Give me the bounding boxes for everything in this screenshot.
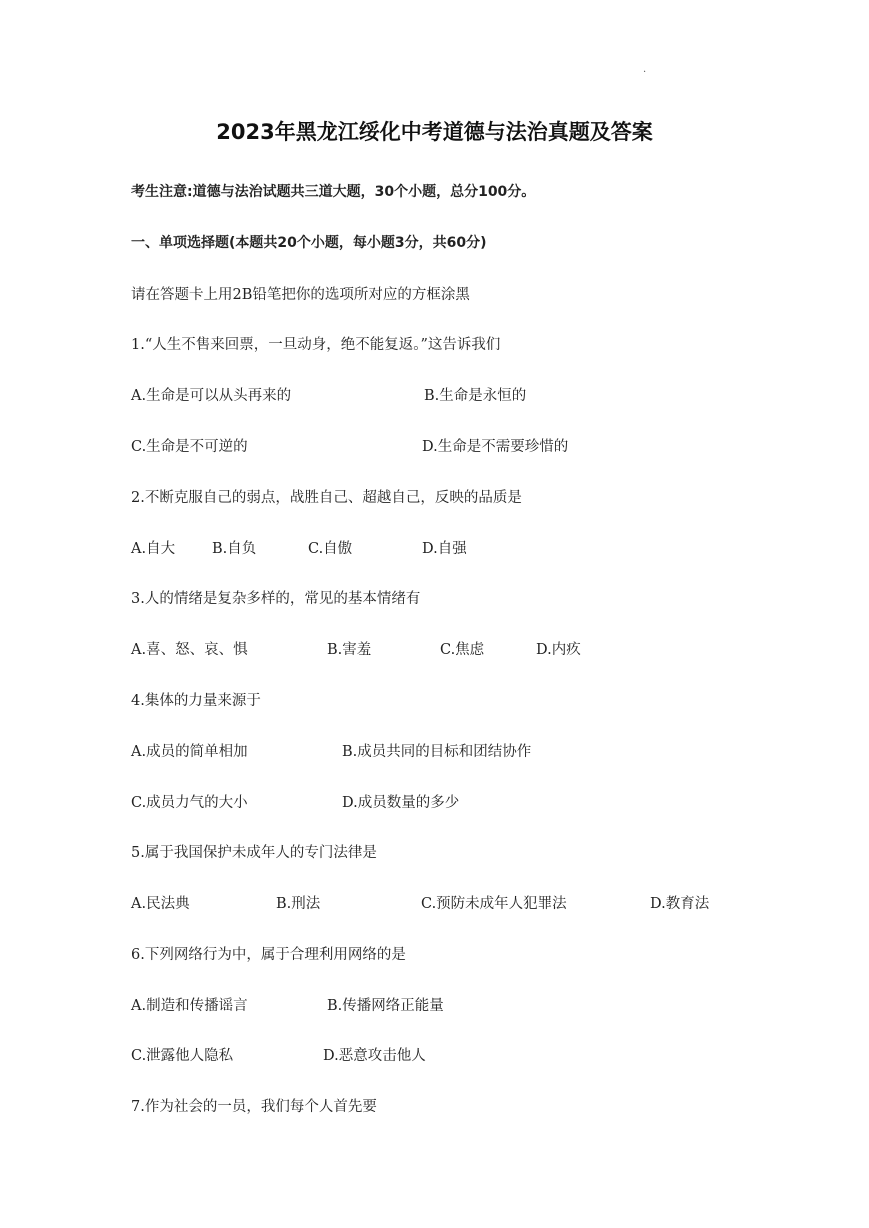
option-b: B.自负 [212,541,257,557]
question-stem: 4.集体的力量来源于 [131,693,261,709]
option-b: B.刑法 [276,896,321,912]
question-stem: 3.人的情绪是复杂多样的，常见的基本情绪有 [131,591,421,607]
header-dot: . [643,64,647,75]
option-c: C.泄露他人隐私 [131,1048,234,1064]
option-a: A.喜、怒、哀、惧 [131,642,248,658]
question-stem: 7.作为社会的一员，我们每个人首先要 [131,1099,377,1115]
option-b: B.害羞 [327,642,372,658]
exam-notice: 考生注意:道德与法治试题共三道大题，30个小题，总分100分。 [131,184,536,200]
option-d: D.内疚 [536,642,581,658]
section-heading: 一、单项选择题(本题共20个小题，每小题3分，共60分) [131,235,487,251]
option-c: C.成员力气的大小 [131,795,248,811]
option-d: D.教育法 [650,896,710,912]
question-stem: 2.不断克服自己的弱点，战胜自己、超越自己，反映的品质是 [131,490,522,506]
option-c: C.焦虑 [440,642,485,658]
option-d: D.生命是不需要珍惜的 [422,439,569,455]
option-a: A.民法典 [131,896,190,912]
option-a: A.生命是可以从头再来的 [131,388,292,404]
option-c: C.预防未成年人犯罪法 [421,896,567,912]
question-stem: 6.下列网络行为中，属于合理利用网络的是 [131,947,406,963]
option-a: A.成员的简单相加 [131,744,248,760]
section-instruction: 请在答题卡上用2B铅笔把你的选项所对应的方框涂黑 [131,287,470,303]
option-d: D.恶意攻击他人 [323,1048,426,1064]
option-c: C.自傲 [308,541,353,557]
option-d: D.成员数量的多少 [342,795,460,811]
option-d: D.自强 [422,541,467,557]
page-title: 2023年黑龙江绥化中考道德与法治真题及答案 [216,120,653,144]
option-a: A.制造和传播谣言 [131,998,248,1014]
option-c: C.生命是不可逆的 [131,439,248,455]
option-b: B.成员共同的目标和团结协作 [342,744,532,760]
option-b: B.传播网络正能量 [327,998,444,1014]
question-stem: 5.属于我国保护未成年人的专门法律是 [131,845,377,861]
question-stem: 1.“人生不售来回票，一旦动身，绝不能复返。”这告诉我们 [131,337,501,353]
option-a: A.自大 [131,541,176,557]
option-b: B.生命是永恒的 [424,388,527,404]
